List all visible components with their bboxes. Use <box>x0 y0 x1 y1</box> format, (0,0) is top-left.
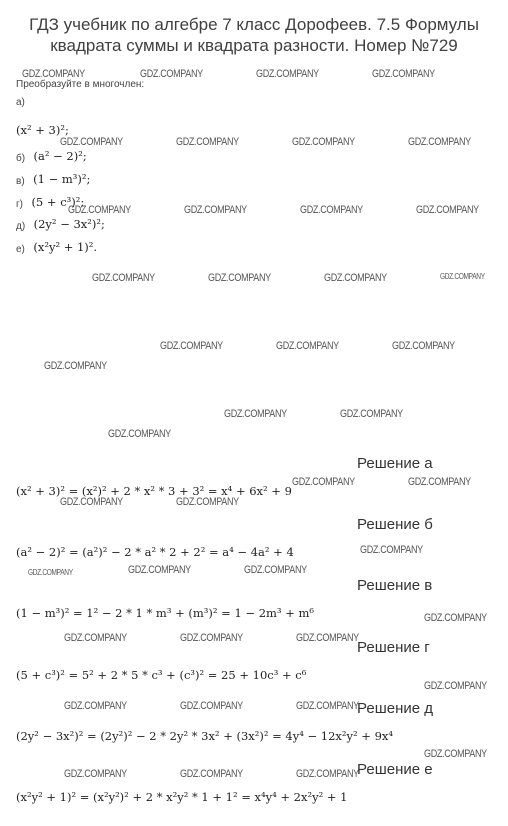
watermark: GDZ.COMPANY <box>360 544 423 556</box>
solution-heading: Решение е <box>357 761 433 778</box>
watermark: GDZ.COMPANY <box>44 360 107 372</box>
watermark: GDZ.COMPANY <box>64 632 127 644</box>
solution-formula: (1 − m³)² = 1² − 2 * 1 * m³ + (m³)² = 1 − 2m³ + m⁶ <box>16 606 315 620</box>
task-item <box>16 147 87 165</box>
watermark: GDZ.COMPANY <box>408 476 471 488</box>
page-title: ГДЗ учебник по алгебре 7 класс Дорофеев. 7.5 Формулы квадрата суммы и квадрата разности. Номер №729 <box>29 15 479 55</box>
watermark: GDZ.COMPANY <box>208 272 271 284</box>
task-item-label: в) <box>16 176 25 187</box>
task-item-expr: (x²y² + 1)². <box>33 240 98 254</box>
watermark: GDZ.COMPANY <box>276 340 339 352</box>
watermark: GDZ.COMPANY <box>408 136 471 148</box>
watermark: GDZ.COMPANY <box>296 768 359 780</box>
watermark: GDZ.COMPANY <box>60 496 123 508</box>
watermark: GDZ.COMPANY <box>324 272 387 284</box>
task-item <box>16 193 85 211</box>
watermark: GDZ.COMPANY <box>108 428 171 440</box>
watermark: GDZ.COMPANY <box>292 476 355 488</box>
solution-heading: Решение д <box>357 700 433 717</box>
watermark: GDZ.COMPANY <box>224 408 287 420</box>
watermark: GDZ.COMPANY <box>296 700 359 712</box>
task-item <box>16 215 105 233</box>
task-item-label: а) <box>16 97 25 108</box>
watermark: GDZ.COMPANY <box>68 204 131 216</box>
watermark: GDZ.COMPANY <box>372 68 435 80</box>
watermark: GDZ.COMPANY <box>416 204 479 216</box>
watermark: GDZ.COMPANY <box>424 748 487 760</box>
task-item-expr: (x² + 3)²; <box>16 123 69 137</box>
solution-heading: Решение а <box>357 455 433 472</box>
solution-heading: Решение в <box>357 577 433 594</box>
watermark: GDZ.COMPANY <box>180 768 243 780</box>
task-item-expr: (5 + c³)²; <box>31 195 85 209</box>
watermark: GDZ.COMPANY <box>424 612 487 624</box>
task-item-label: е) <box>16 244 25 255</box>
task-item-expr: (2y² − 3x²)²; <box>33 217 105 231</box>
watermark: GDZ.COMPANY <box>292 136 355 148</box>
solution-heading: Решение б <box>357 516 433 533</box>
task-prompt: Преобразуйте в многочлен: <box>16 79 145 90</box>
watermark: GDZ.COMPANY <box>300 204 363 216</box>
watermark: GDZ.COMPANY <box>28 568 73 577</box>
watermark: GDZ.COMPANY <box>180 632 243 644</box>
watermark: GDZ.COMPANY <box>296 632 359 644</box>
task-item-expr: (a² − 2)²; <box>33 149 87 163</box>
solution-formula: (5 + c³)² = 5² + 2 * 5 * c³ + (c³)² = 25 + 10c³ + c⁶ <box>16 668 307 682</box>
watermark: GDZ.COMPANY <box>140 68 203 80</box>
task-item-label: б) <box>16 153 26 164</box>
task-item-label: г) <box>16 199 23 210</box>
task-item <box>16 238 98 256</box>
solution-formula: (x² + 3)² = (x²)² + 2 * x² * 3 + 3² = x⁴ + 6x² + 9 <box>16 484 292 498</box>
solution-heading: Решение г <box>357 639 430 656</box>
watermark: GDZ.COMPANY <box>22 68 85 80</box>
watermark: GDZ.COMPANY <box>60 136 123 148</box>
watermark: GDZ.COMPANY <box>176 136 239 148</box>
watermark: GDZ.COMPANY <box>128 564 191 576</box>
watermark: GDZ.COMPANY <box>340 408 403 420</box>
watermark: GDZ.COMPANY <box>184 204 247 216</box>
task-item-label: д) <box>16 221 26 232</box>
watermark: GDZ.COMPANY <box>180 700 243 712</box>
watermark: GDZ.COMPANY <box>424 680 487 692</box>
solution-formula: (x²y² + 1)² = (x²y²)² + 2 * x²y² * 1 + 1² = x⁴y⁴ + 2x²y² + 1 <box>16 790 348 804</box>
watermark: GDZ.COMPANY <box>244 564 307 576</box>
solution-formula: (a² − 2)² = (a²)² − 2 * a² * 2 + 2² = a⁴ − 4a² + 4 <box>16 545 294 559</box>
solution-formula: (2y² − 3x²)² = (2y²)² − 2 * 2y² * 3x² + (3x²)² = 4y⁴ − 12x²y² + 9x⁴ <box>16 729 393 743</box>
watermark: GDZ.COMPANY <box>64 768 127 780</box>
watermark: GDZ.COMPANY <box>176 496 239 508</box>
watermark: GDZ.COMPANY <box>64 700 127 712</box>
watermark: GDZ.COMPANY <box>256 68 319 80</box>
task-item-expr: (1 − m³)²; <box>33 172 91 186</box>
watermark: GDZ.COMPANY <box>92 272 155 284</box>
watermark: GDZ.COMPANY <box>160 340 223 352</box>
watermark: GDZ.COMPANY <box>440 272 485 281</box>
watermark: GDZ.COMPANY <box>392 340 455 352</box>
task-item <box>16 170 91 188</box>
